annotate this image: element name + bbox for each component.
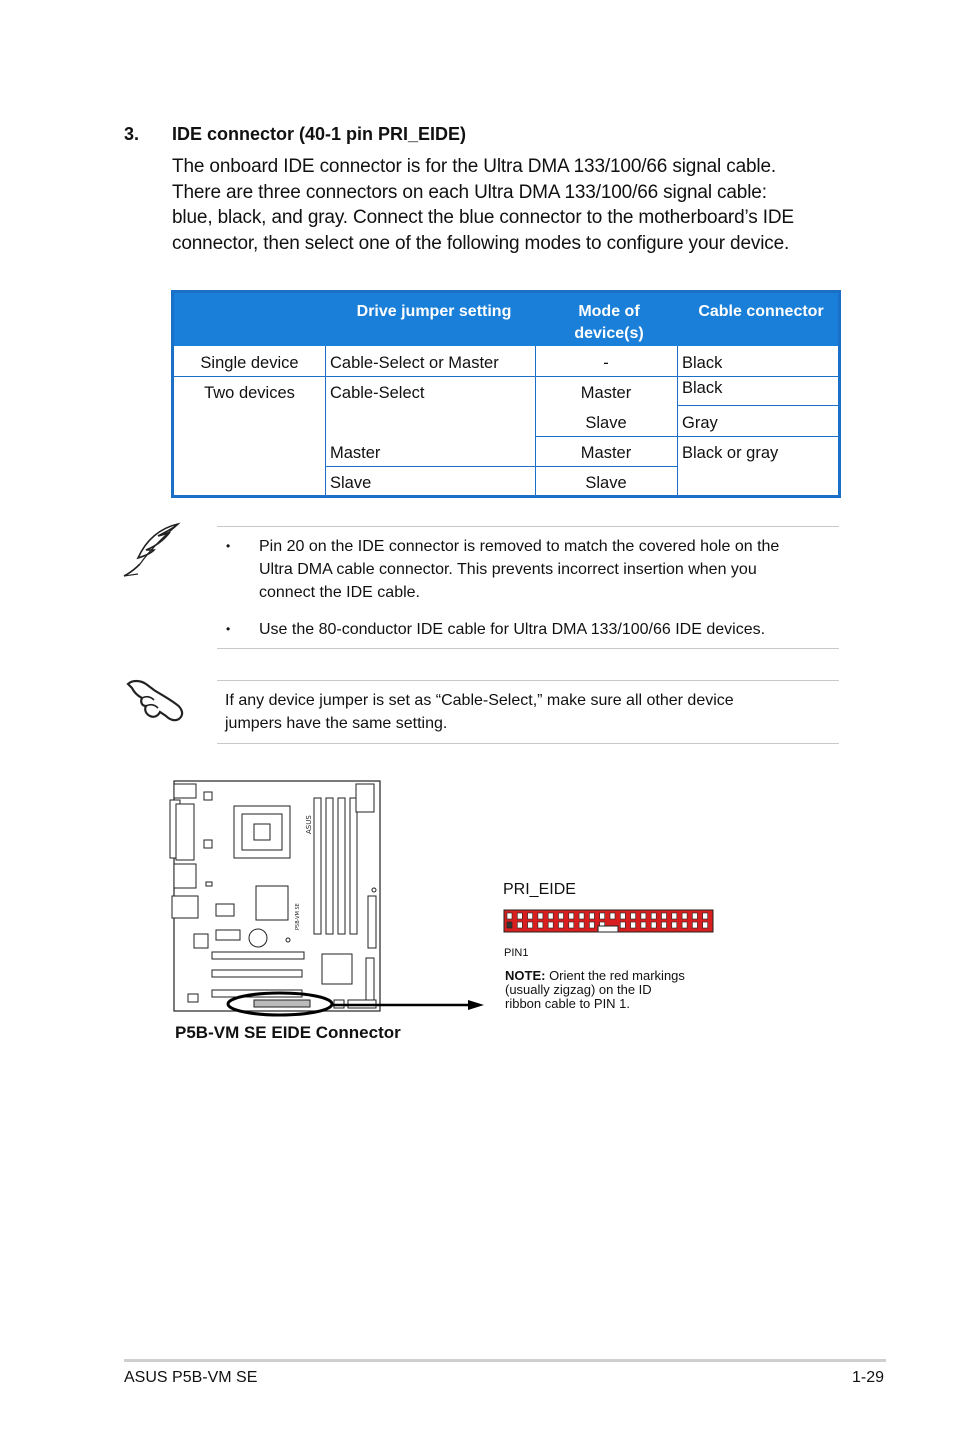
footer-product: ASUS P5B-VM SE — [124, 1369, 258, 1386]
connector-pin — [507, 922, 512, 928]
header-mode — [536, 301, 682, 345]
connector-pin — [528, 913, 533, 919]
divider — [217, 648, 839, 649]
connector-pin — [538, 913, 543, 919]
connector-pin — [651, 922, 656, 928]
note-line: If any device jumper is set as “Cable-Select,” make sure all other device — [225, 692, 734, 709]
header-jumper: Drive jumper setting — [356, 303, 512, 320]
cell-mode: Slave — [585, 414, 627, 432]
pin1-label: PIN1 — [504, 947, 529, 959]
connector-pin — [703, 922, 708, 928]
cell-mode: Master — [580, 444, 632, 462]
footer-divider — [124, 1359, 886, 1362]
cell-cable: Black — [682, 379, 723, 397]
cell-jumper: Cable-Select — [330, 384, 425, 402]
connector-pin — [631, 913, 636, 919]
note2-text — [225, 689, 835, 735]
connector-pin — [631, 922, 636, 928]
cell-jumper: Slave — [330, 474, 372, 492]
connector-pin — [692, 922, 697, 928]
grid-line — [677, 346, 678, 495]
note-line: ribbon cable to PIN 1. — [505, 996, 631, 1011]
jumper-table — [171, 290, 841, 498]
cell-mode: - — [603, 354, 609, 372]
connector-pin — [703, 913, 708, 919]
cell-jumper: Cable-Select or Master — [330, 354, 499, 372]
table-header — [174, 293, 838, 346]
note1-item1 — [259, 535, 839, 604]
note-line: Pin 20 on the IDE connector is removed to match the covered hole on the — [259, 538, 780, 555]
connector-pin — [682, 922, 687, 928]
connector-pin — [620, 922, 625, 928]
connector-pin — [589, 913, 594, 919]
header-cable: Cable connector — [698, 303, 824, 320]
cell-cable: Gray — [682, 414, 718, 432]
note-line: jumpers have the same setting. — [225, 715, 448, 732]
body-line: connector, then select one of the following modes to configure your device. — [172, 232, 790, 254]
connector-pin — [507, 913, 512, 919]
section-number: 3. — [124, 124, 140, 144]
note1-item2: Use the 80-conductor IDE cable for Ultra DMA 133/100/66 IDE devices. — [259, 621, 766, 638]
connector-pin — [559, 922, 564, 928]
board-model: P5B-VM SE — [295, 903, 301, 930]
body-line: blue, black, and gray. Connect the blue connector to the motherboard’s IDE — [172, 207, 794, 228]
cell-mode: Master — [580, 384, 632, 402]
feather-icon — [120, 520, 184, 580]
bullet: • — [226, 539, 231, 553]
header-mode-line2: device(s) — [574, 325, 644, 342]
motherboard-diagram — [168, 778, 488, 1018]
grid-line — [677, 405, 838, 406]
grid-line — [325, 466, 677, 467]
section-body — [172, 154, 842, 256]
orientation-note — [505, 969, 735, 1011]
eide-connector — [503, 908, 715, 934]
connector-pin — [641, 913, 646, 919]
grid-line — [535, 436, 838, 437]
note-line: (usually zigzag) on the ID — [505, 982, 652, 997]
body-line: There are three connectors on each Ultra DMA 133/100/66 signal cable: — [172, 181, 767, 203]
diagram-title: P5B-VM SE EIDE Connector — [175, 1023, 401, 1042]
cell-cable: Black — [682, 354, 723, 372]
connector-pin — [651, 913, 656, 919]
connector-pin — [692, 913, 697, 919]
header-mode-line1: Mode of — [578, 303, 640, 320]
page-number: 1-29 — [852, 1369, 885, 1386]
divider — [217, 680, 839, 681]
connector-pin — [672, 913, 677, 919]
connector-pin — [569, 922, 574, 928]
connector-pin — [610, 913, 615, 919]
connector-pin — [641, 922, 646, 928]
row-label-two: Two devices — [204, 384, 295, 402]
note-line: connect the IDE cable. — [259, 584, 420, 601]
note-line: Ultra DMA cable connector. This prevents incorrect insertion when you — [259, 561, 757, 578]
divider — [217, 743, 839, 744]
connector-label: PRI_EIDE — [503, 881, 576, 898]
grid-line — [174, 376, 838, 377]
board-brand: ASUS — [305, 815, 313, 834]
connector-pin — [682, 913, 687, 919]
connector-pin — [672, 922, 677, 928]
connector-pin — [569, 913, 574, 919]
body-line: The onboard IDE connector is for the Ultra DMA 133/100/66 signal cable. — [172, 156, 777, 177]
connector-key-notch — [598, 926, 618, 932]
note-line: Orient the red markings — [545, 968, 685, 983]
bullet: • — [226, 622, 231, 636]
connector-pin — [517, 922, 522, 928]
hand-pointer-icon — [124, 676, 186, 724]
connector-pin — [538, 922, 543, 928]
connector-pin — [589, 922, 594, 928]
connector-pin — [528, 922, 533, 928]
row-label-single: Single device — [200, 354, 299, 372]
grid-line — [325, 346, 326, 495]
connector-pin — [579, 922, 584, 928]
cell-mode: Slave — [585, 474, 627, 492]
connector-pin — [548, 922, 553, 928]
connector-pin — [600, 913, 605, 919]
connector-pin — [662, 922, 667, 928]
connector-pin — [579, 913, 584, 919]
connector-pin — [620, 913, 625, 919]
note-bold-label: NOTE: — [505, 968, 546, 983]
divider — [217, 526, 839, 527]
cell-jumper: Master — [330, 444, 381, 462]
connector-pin — [517, 913, 522, 919]
section-title: IDE connector (40-1 pin PRI_EIDE) — [172, 124, 467, 144]
connector-pin — [662, 913, 667, 919]
connector-pin — [559, 913, 564, 919]
cell-cable: Black or gray — [682, 444, 779, 462]
connector-pin — [548, 913, 553, 919]
